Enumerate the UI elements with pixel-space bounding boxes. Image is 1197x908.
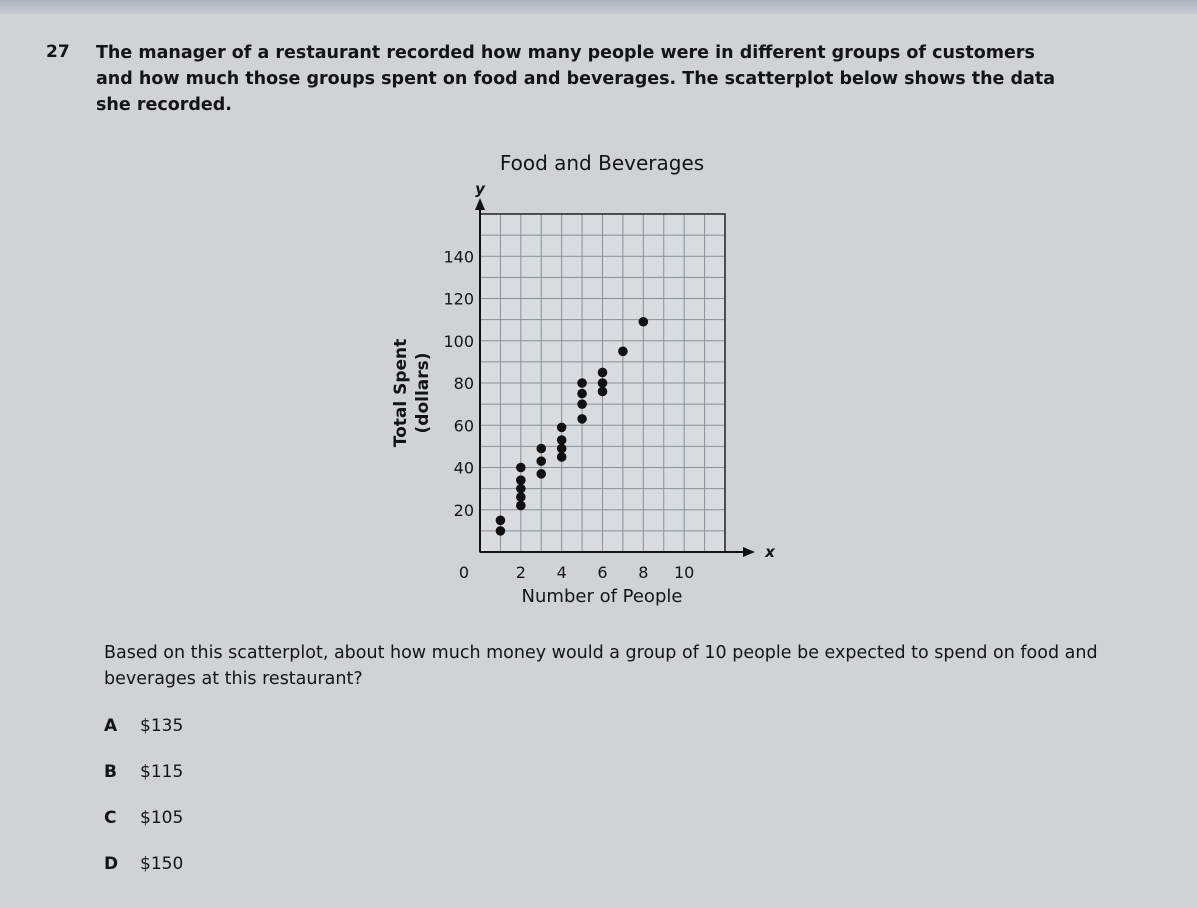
data-point xyxy=(598,368,608,378)
choice-a[interactable] xyxy=(104,716,183,736)
data-point xyxy=(516,463,526,473)
x-axis-arrow xyxy=(743,547,755,557)
x-tick-label: 10 xyxy=(673,563,695,582)
choice-b-text: $115 xyxy=(140,762,184,782)
x-tick-label: 8 xyxy=(638,563,649,582)
y-axis-label: Total Spent xyxy=(391,338,411,448)
choice-a-text: $135 xyxy=(140,716,184,736)
data-point xyxy=(577,389,587,399)
data-point xyxy=(536,444,546,454)
question-stem: The manager of a restaurant recorded how many people were in different groups of customers and how much those groups spent on food and beverages. The scatterplot below shows the data she recorded. xyxy=(96,43,1056,115)
question-prompt: Based on this scatterplot, about how much money would a group of 10 people be expected to spend on food and beverages at this restaurant? xyxy=(104,643,1098,689)
y-axis-unit-label: (dollars) xyxy=(413,352,433,434)
y-tick-label: 40 xyxy=(453,458,474,478)
question-number: 27 xyxy=(46,42,70,62)
choice-d[interactable] xyxy=(104,854,183,874)
y-tick-label: 60 xyxy=(453,416,474,436)
data-point xyxy=(557,444,567,454)
choice-c-text: $105 xyxy=(140,808,184,828)
y-tick-label: 80 xyxy=(453,374,474,393)
choice-d-letter: D xyxy=(104,854,119,874)
choice-c-letter: C xyxy=(104,808,117,828)
y-axis-arrow xyxy=(475,198,485,210)
x-axis-letter: x xyxy=(765,543,775,561)
data-point xyxy=(639,317,649,327)
choice-b-letter: B xyxy=(104,762,117,782)
x-tick-label: 6 xyxy=(597,563,608,582)
data-point xyxy=(618,347,628,357)
data-point xyxy=(516,501,526,511)
data-point xyxy=(516,492,526,502)
data-point xyxy=(516,475,526,485)
data-point xyxy=(496,526,506,536)
data-point xyxy=(557,435,567,445)
origin-label: 0 xyxy=(458,563,470,582)
y-tick-label: 140 xyxy=(443,247,474,267)
y-tick-label: 100 xyxy=(443,331,474,351)
choice-b[interactable] xyxy=(104,762,183,782)
data-point xyxy=(577,378,587,388)
x-tick-label: 2 xyxy=(515,563,526,582)
choice-d-text: $150 xyxy=(140,854,184,874)
data-point xyxy=(598,387,608,397)
data-point xyxy=(516,484,526,494)
data-point xyxy=(577,414,587,424)
scatterplot xyxy=(370,140,790,620)
data-point xyxy=(536,456,546,466)
x-tick-label: 4 xyxy=(556,563,567,582)
data-point xyxy=(536,469,546,479)
choice-a-letter: A xyxy=(104,716,118,736)
data-point xyxy=(577,399,587,409)
data-point xyxy=(598,378,608,388)
data-point xyxy=(496,516,506,526)
top-rule xyxy=(0,0,1197,14)
chart-title: Food and Beverages xyxy=(499,151,705,175)
y-tick-label: 20 xyxy=(453,500,474,520)
choice-c[interactable] xyxy=(104,808,183,828)
data-point xyxy=(557,423,567,433)
y-axis-letter: y xyxy=(475,180,485,198)
data-point xyxy=(557,452,567,462)
scatterplot-svg xyxy=(370,140,790,620)
x-axis-label: Number of People xyxy=(521,586,683,607)
y-tick-label: 120 xyxy=(443,289,474,309)
